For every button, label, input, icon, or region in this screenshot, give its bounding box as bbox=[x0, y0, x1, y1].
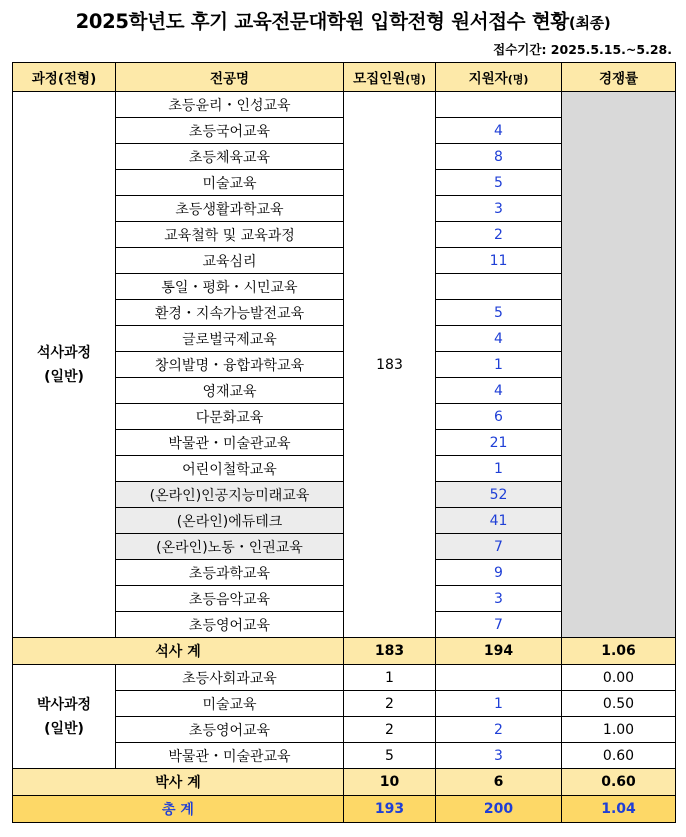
applicant-count: 3 bbox=[436, 743, 562, 769]
applicant-count: 41 bbox=[436, 508, 562, 534]
applicant-count bbox=[436, 274, 562, 300]
masters-subtotal-quota: 183 bbox=[344, 638, 436, 665]
table-row bbox=[13, 665, 676, 691]
major-name: 다문화교육 bbox=[116, 404, 344, 430]
doctoral-group-line1: 박사과정 bbox=[36, 696, 92, 713]
doctoral-group-label bbox=[13, 665, 116, 769]
quota-count: 2 bbox=[344, 717, 436, 743]
application-status-table bbox=[12, 62, 676, 823]
competition-ratio: 0.50 bbox=[562, 691, 676, 717]
grand-total-row bbox=[13, 796, 676, 823]
applicant-count: 52 bbox=[436, 482, 562, 508]
doctoral-subtotal-applicants: 6 bbox=[436, 769, 562, 796]
applicant-count: 4 bbox=[436, 378, 562, 404]
major-name: 박물관・미술관교육 bbox=[116, 743, 344, 769]
doctoral-subtotal-quota: 10 bbox=[344, 769, 436, 796]
grand-total-quota: 193 bbox=[344, 796, 436, 823]
masters-group-line1: 석사과정 bbox=[36, 344, 92, 361]
major-name: 환경・지속가능발전교육 bbox=[116, 300, 344, 326]
major-name: 글로벌국제교육 bbox=[116, 326, 344, 352]
masters-subtotal-row bbox=[13, 638, 676, 665]
major-name: 초등사회과교육 bbox=[116, 665, 344, 691]
page-title bbox=[0, 6, 686, 34]
major-name: 교육철학 및 교육과정 bbox=[116, 222, 344, 248]
title-main: 2025학년도 후기 교육전문대학원 입학전형 원서접수 현황 bbox=[75, 10, 569, 33]
major-name: 초등국어교육 bbox=[116, 118, 344, 144]
application-period: 접수기간: 2025.5.15.~5.28. bbox=[493, 42, 672, 57]
header-row bbox=[13, 63, 676, 92]
applicant-count: 5 bbox=[436, 170, 562, 196]
title-suffix: (최종) bbox=[568, 14, 611, 32]
grand-total-ratio: 1.04 bbox=[562, 796, 676, 823]
totals-section bbox=[13, 769, 676, 823]
header-ratio: 경쟁률 bbox=[562, 63, 676, 92]
quota-count: 5 bbox=[344, 743, 436, 769]
masters-subtotal-ratio: 1.06 bbox=[562, 638, 676, 665]
applicant-count: 1 bbox=[436, 456, 562, 482]
applicant-count: 4 bbox=[436, 118, 562, 144]
major-name: 초등음악교육 bbox=[116, 586, 344, 612]
applicant-count: 2 bbox=[436, 717, 562, 743]
masters-section bbox=[13, 92, 676, 638]
header-quota: 모집인원(명) bbox=[344, 63, 436, 92]
major-name: 미술교육 bbox=[116, 691, 344, 717]
major-name: 초등영어교육 bbox=[116, 612, 344, 638]
major-name: 초등영어교육 bbox=[116, 717, 344, 743]
doctoral-subtotal-ratio: 0.60 bbox=[562, 769, 676, 796]
masters-group-label bbox=[13, 92, 116, 638]
masters-quota: 183 bbox=[344, 92, 436, 638]
masters-subtotal-applicants: 194 bbox=[436, 638, 562, 665]
grand-total-label: 총 계 bbox=[13, 796, 344, 823]
major-name: (온라인)인공지능미래교육 bbox=[116, 482, 344, 508]
major-name: 교육심리 bbox=[116, 248, 344, 274]
applicant-count: 6 bbox=[436, 404, 562, 430]
masters-group-line2: (일반) bbox=[44, 368, 84, 385]
grand-total-applicants: 200 bbox=[436, 796, 562, 823]
header-major: 전공명 bbox=[116, 63, 344, 92]
masters-ratio-blank bbox=[562, 92, 676, 638]
major-name: 창의발명・융합과학교육 bbox=[116, 352, 344, 378]
doctoral-section bbox=[13, 665, 676, 769]
applicant-count: 21 bbox=[436, 430, 562, 456]
major-name: 초등체육교육 bbox=[116, 144, 344, 170]
major-name: 어린이철학교육 bbox=[116, 456, 344, 482]
header-applicants: 지원자(명) bbox=[436, 63, 562, 92]
applicant-count: 1 bbox=[436, 691, 562, 717]
major-name: 영재교육 bbox=[116, 378, 344, 404]
quota-count: 2 bbox=[344, 691, 436, 717]
applicant-count: 9 bbox=[436, 560, 562, 586]
masters-subtotal-section bbox=[13, 638, 676, 665]
major-name: 초등윤리・인성교육 bbox=[116, 92, 344, 118]
applicant-count: 7 bbox=[436, 612, 562, 638]
applicant-count: 8 bbox=[436, 144, 562, 170]
competition-ratio: 0.00 bbox=[562, 665, 676, 691]
doctoral-subtotal-row bbox=[13, 769, 676, 796]
applicant-count: 2 bbox=[436, 222, 562, 248]
header-course: 과정(전형) bbox=[13, 63, 116, 92]
doctoral-subtotal-label: 박사 계 bbox=[13, 769, 344, 796]
competition-ratio: 0.60 bbox=[562, 743, 676, 769]
major-name: 박물관・미술관교육 bbox=[116, 430, 344, 456]
major-name: (온라인)노동・인권교육 bbox=[116, 534, 344, 560]
competition-ratio: 1.00 bbox=[562, 717, 676, 743]
major-name: 초등과학교육 bbox=[116, 560, 344, 586]
applicant-count: 3 bbox=[436, 586, 562, 612]
applicant-count bbox=[436, 665, 562, 691]
doctoral-group-line2: (일반) bbox=[44, 720, 84, 737]
applicant-count: 5 bbox=[436, 300, 562, 326]
applicant-count: 3 bbox=[436, 196, 562, 222]
applicant-count: 11 bbox=[436, 248, 562, 274]
major-name: (온라인)에듀테크 bbox=[116, 508, 344, 534]
applicant-count: 4 bbox=[436, 326, 562, 352]
applicant-count: 1 bbox=[436, 352, 562, 378]
major-name: 미술교육 bbox=[116, 170, 344, 196]
major-name: 초등생활과학교육 bbox=[116, 196, 344, 222]
applicant-count: 7 bbox=[436, 534, 562, 560]
table-row bbox=[13, 92, 676, 118]
masters-subtotal-label: 석사 계 bbox=[13, 638, 344, 665]
applicant-count bbox=[436, 92, 562, 118]
quota-count: 1 bbox=[344, 665, 436, 691]
major-name: 통일・평화・시민교육 bbox=[116, 274, 344, 300]
